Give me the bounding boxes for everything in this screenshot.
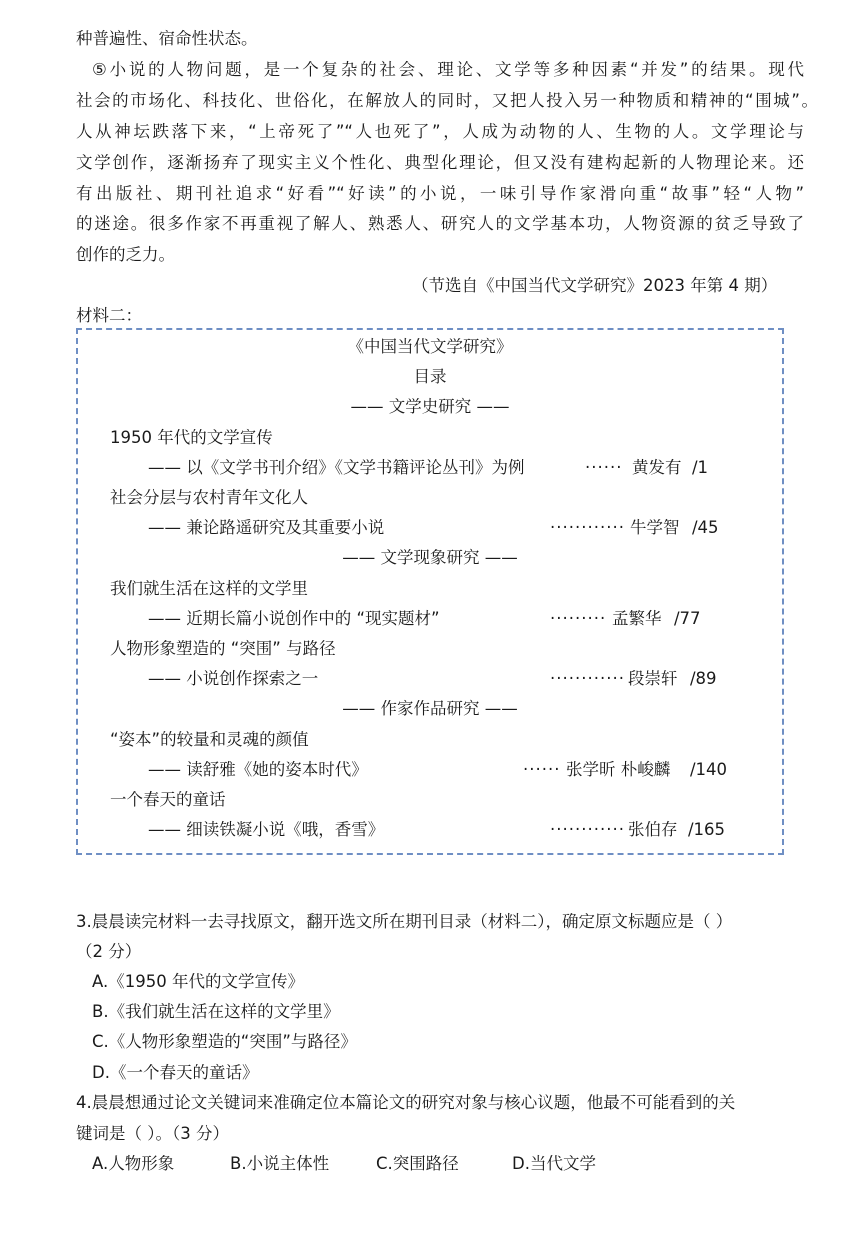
passage-line: 有出版社、期刊社追求“好看”“好读”的小说，一味引导作家滑向重“故事”轻“人物”	[76, 184, 804, 203]
passage-line: 种普遍性、宿命性状态。	[76, 29, 258, 48]
option-d[interactable]: D.当代文学	[512, 1154, 596, 1173]
option-c[interactable]: C.《人物形象塑造的“突围”与路径》	[92, 1032, 357, 1051]
option-b[interactable]: B.《我们就生活在这样的文学里》	[92, 1002, 340, 1021]
passage-line: ⑤小说的人物问题，是一个复杂的社会、理论、文学等多种因素“并发”的结果。现代	[92, 60, 804, 79]
section-heading: —— 作家作品研究 ——	[342, 699, 518, 718]
toc-entry-author: 张学昕 朴峻麟	[566, 760, 671, 779]
passage-line: 文学创作，逐渐扬弃了现实主义个性化、典型化理论，但又没有建构起新的人物理论来。还	[76, 153, 804, 172]
toc-dots: ·········	[550, 609, 607, 628]
toc-entry-title: 人物形象塑造的 “突围” 与路径	[110, 639, 336, 658]
toc-entry-page: /77	[674, 609, 701, 628]
toc-entry-title: 一个春天的童话	[110, 790, 226, 809]
question-4-stem-cont: 键词是（ ）。（3 分）	[76, 1124, 229, 1143]
toc-entry-subtitle: —— 以《文学书刊介绍》《文学书籍评论丛刊》为例	[148, 458, 525, 477]
toc-entry-page: /45	[692, 518, 719, 537]
toc-dots: ······	[585, 458, 623, 477]
toc-entry-page: /165	[688, 820, 726, 839]
toc-entry-title: 1950 年代的文学宣传	[110, 428, 273, 447]
passage-line: 人从神坛跌落下来，“上帝死了”“人也死了”，人成为动物的人、生物的人。文学理论与	[76, 122, 804, 141]
toc-entry-title: 我们就生活在这样的文学里	[110, 579, 308, 598]
source-citation: （节选自《中国当代文学研究》2023 年第 4 期）	[412, 276, 778, 295]
toc-title: 目录	[413, 367, 447, 386]
toc-entry-page: /1	[692, 458, 709, 477]
material-label: 材料二：	[76, 306, 142, 325]
toc-entry-title: “姿本”的较量和灵魂的颜值	[110, 730, 309, 749]
passage-line: 的迷途。很多作家不再重视了解人、熟悉人、研究人的文学基本功，人物资源的贫乏导致了	[76, 214, 804, 233]
toc-entry-page: /140	[690, 760, 728, 779]
option-b[interactable]: B.小说主体性	[230, 1154, 330, 1173]
toc-entry-subtitle: —— 读舒雅《她的姿本时代》	[148, 760, 368, 779]
question-4-stem: 4.晨晨想通过论文关键词来准确定位本篇论文的研究对象与核心议题，他最不可能看到的关	[76, 1093, 736, 1112]
toc-dots: ············	[550, 669, 625, 688]
toc-entry-subtitle: —— 小说创作探索之一	[148, 669, 319, 688]
toc-entry-page: /89	[690, 669, 717, 688]
toc-entry-subtitle: —— 兼论路遥研究及其重要小说	[148, 518, 385, 537]
passage-line: 创作的乏力。	[76, 245, 175, 264]
section-heading: —— 文学史研究 ——	[350, 397, 510, 416]
option-d[interactable]: D.《一个春天的童话》	[92, 1063, 259, 1082]
toc-dots: ············	[550, 820, 625, 839]
question-3-stem: 3.晨晨读完材料一去寻找原文，翻开选文所在期刊目录（材料二），确定原文标题应是（ ）	[76, 912, 733, 931]
toc-dots: ············	[550, 518, 625, 537]
option-c[interactable]: C.突围路径	[376, 1154, 459, 1173]
toc-entry-author: 段崇轩	[628, 669, 678, 688]
passage-line: 社会的市场化、科技化、世俗化，在解放人的同时，又把人投入另一种物质和精神的“围城”。	[76, 91, 818, 110]
toc-entry-title: 社会分层与农村青年文化人	[110, 488, 308, 507]
toc-entry-subtitle: —— 细读铁凝小说《哦，香雪》	[148, 820, 385, 839]
toc-entry-author: 孟繁华	[612, 609, 662, 628]
section-heading: —— 文学现象研究 ——	[342, 548, 518, 567]
toc-entry-author: 黄发有	[632, 458, 682, 477]
question-3-score: （2 分）	[76, 942, 142, 961]
toc-dots: ······	[523, 760, 561, 779]
option-a[interactable]: A.《1950 年代的文学宣传》	[92, 972, 304, 991]
option-a[interactable]: A.人物形象	[92, 1154, 175, 1173]
toc-entry-author: 张伯存	[628, 820, 678, 839]
toc-entry-subtitle: —— 近期长篇小说创作中的 “现实题材”	[148, 609, 440, 628]
toc-entry-author: 牛学智	[630, 518, 680, 537]
journal-title: 《中国当代文学研究》	[347, 337, 513, 356]
